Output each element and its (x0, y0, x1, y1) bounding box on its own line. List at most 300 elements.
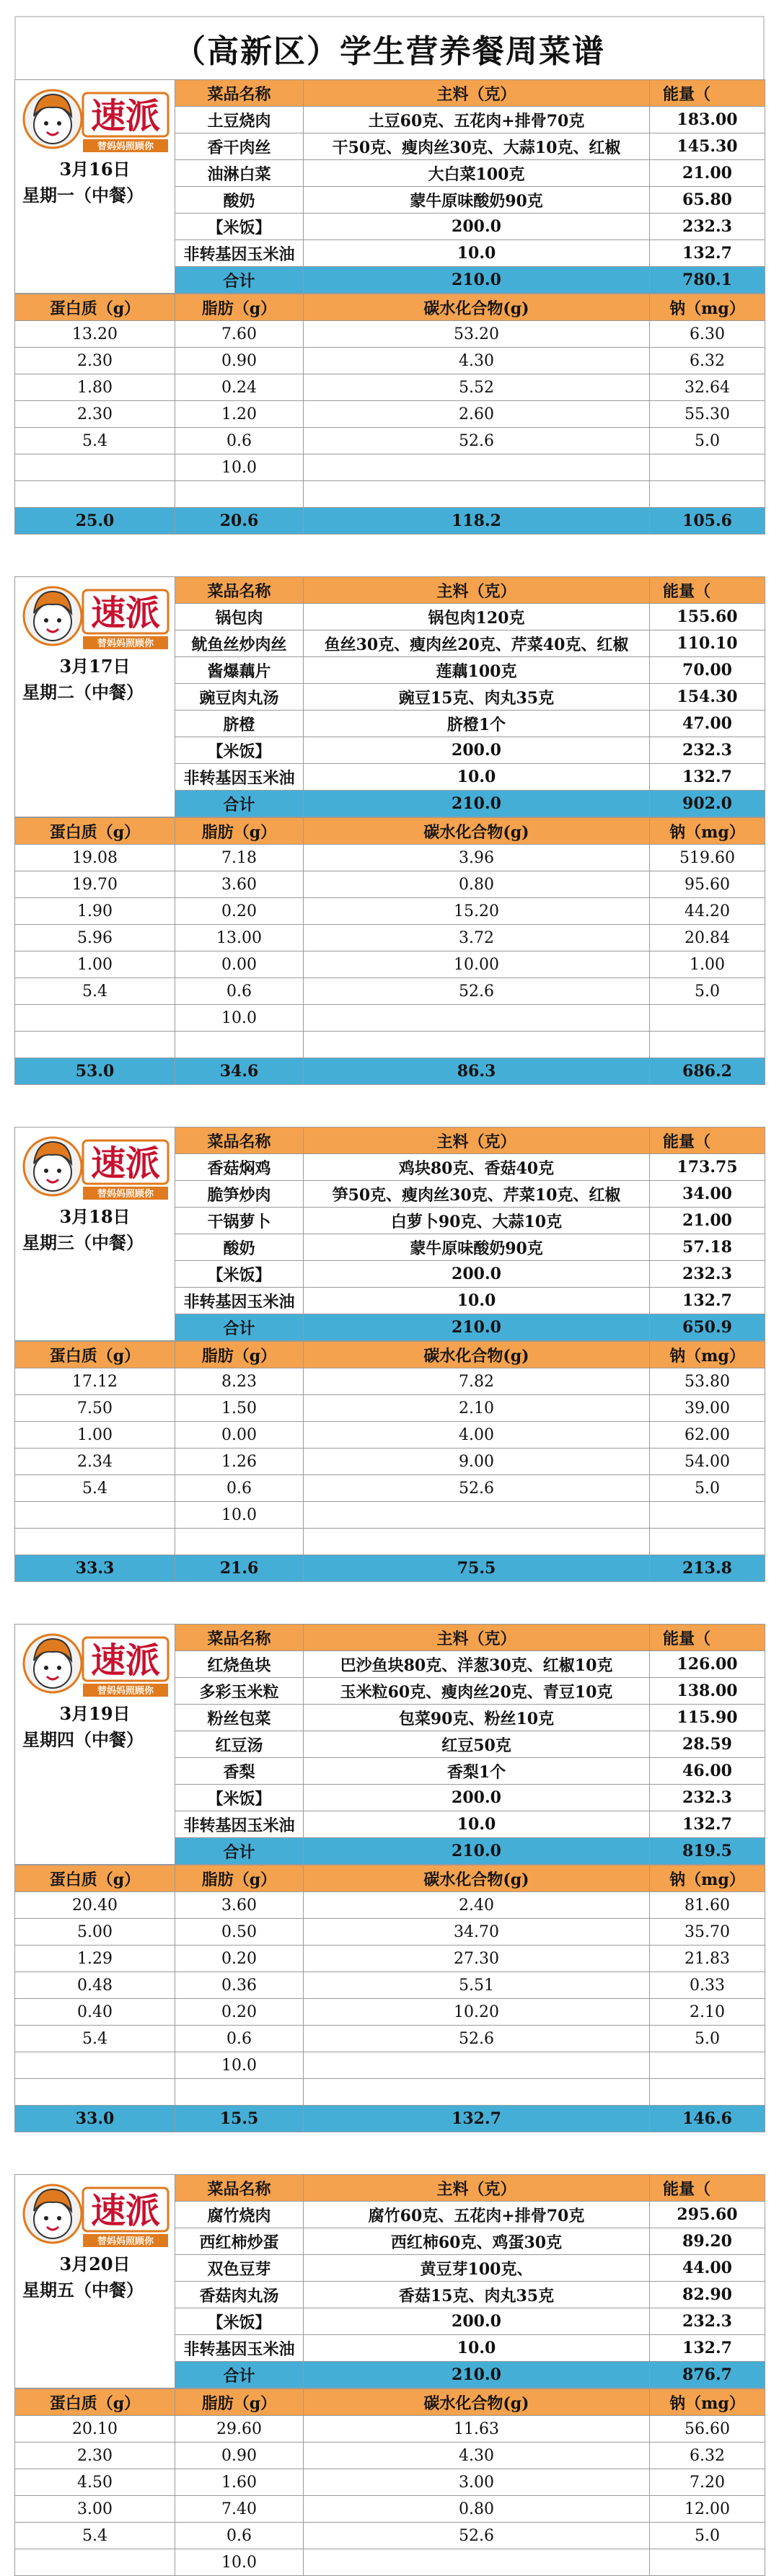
nutrition-cell: 4.50 (15, 2469, 175, 2496)
dish-name: 非转基因玉米油 (175, 764, 304, 791)
svg-text:替妈妈照顾你: 替妈妈照顾你 (97, 1189, 154, 1200)
header-ingredients: 主料（克） (304, 577, 650, 604)
nutrition-cell (15, 2549, 175, 2576)
total-ingredients: 210.0 (304, 791, 650, 817)
menu-table (14, 79, 765, 294)
header-carbs: 碳水化合物(g) (304, 2389, 650, 2416)
nutrition-cell: 5.96 (15, 925, 175, 951)
nutrition-row (15, 1395, 765, 1422)
total-label: 合计 (175, 1838, 304, 1865)
nutrition-cell: 1.90 (15, 898, 175, 925)
menu-date: 3月17日 (59, 656, 131, 677)
day-info-cell (15, 1625, 175, 1865)
nutrition-total-row (15, 1058, 765, 1085)
day-menu-4 (14, 1624, 765, 2132)
nutrition-cell: 4.30 (304, 348, 650, 374)
nutrition-cell: 53.20 (304, 321, 650, 348)
dish-name: 鱿鱼丝炒肉丝 (175, 630, 304, 657)
nutrition-cell (650, 1502, 765, 1529)
section-gap (14, 1582, 765, 1624)
dish-ingredients: 香菇15克、肉丸35克 (304, 2282, 650, 2308)
dish-name: 干锅萝卜 (175, 1208, 304, 1234)
nutrition-row (15, 1972, 765, 1999)
header-sodium: 钠（mg） (650, 294, 765, 321)
nutrition-cell: 0.33 (650, 1972, 765, 1999)
dish-ingredients: 200.0 (304, 2308, 650, 2335)
total-ingredients: 210.0 (304, 1314, 650, 1341)
nutrition-cell: 2.60 (304, 401, 650, 428)
nutrition-cell: 0.6 (175, 978, 304, 1005)
nutrition-total-cell: 686.2 (650, 1058, 765, 1085)
nutrition-table (14, 1341, 765, 1582)
nutrition-total-cell: 15.5 (175, 2106, 304, 2132)
brand-logo (21, 2179, 172, 2248)
header-sodium: 钠（mg） (650, 1342, 765, 1368)
nutrition-row (15, 1005, 765, 1032)
dish-energy: 145.30 (650, 133, 765, 160)
nutrition-row (15, 2523, 765, 2549)
header-protein: 蛋白质（g） (15, 2389, 175, 2416)
nutrition-row (15, 1422, 765, 1449)
nutrition-spacer-row (15, 481, 765, 508)
nutrition-cell: 0.6 (175, 2523, 304, 2549)
nutrition-cell: 62.00 (650, 1422, 765, 1449)
nutrition-cell: 10.00 (304, 951, 650, 978)
day-menu-3 (14, 1127, 765, 1582)
dish-name: 脐橙 (175, 711, 304, 737)
nutrition-total-row (15, 508, 765, 535)
dish-energy: 21.00 (650, 1208, 765, 1234)
dish-name: 锅包肉 (175, 604, 304, 630)
header-energy: 能量（ (650, 80, 765, 107)
total-label: 合计 (175, 2362, 304, 2388)
svg-text:替妈妈照顾你: 替妈妈照顾你 (97, 2236, 154, 2247)
total-energy: 650.9 (650, 1314, 765, 1341)
dish-energy: 232.3 (650, 1785, 765, 1811)
dish-ingredients: 干50克、瘦肉丝30克、大蒜10克、红椒 (304, 133, 650, 160)
nutrition-cell: 1.00 (650, 951, 765, 978)
nutrition-row (15, 2026, 765, 2052)
dish-name: 红烧鱼块 (175, 1651, 304, 1678)
header-fat: 脂肪（g） (175, 294, 304, 321)
nutrition-spacer-row (15, 1529, 765, 1555)
header-ingredients: 主料（克） (304, 1127, 650, 1154)
nutrition-cell: 12.00 (650, 2496, 765, 2523)
menu-date: 3月20日 (59, 2254, 131, 2274)
svg-text:速派: 速派 (90, 593, 161, 633)
dish-energy: 232.3 (650, 737, 765, 764)
menu-table (14, 1624, 765, 1865)
nutrition-row (15, 871, 765, 898)
nutrition-table (14, 294, 765, 535)
nutrition-spacer-row (15, 2079, 765, 2106)
nutrition-cell: 5.4 (15, 2026, 175, 2052)
nutrition-row (15, 1475, 765, 1502)
dish-ingredients: 200.0 (304, 1785, 650, 1811)
header-protein: 蛋白质（g） (15, 1865, 175, 1892)
dish-name: 香干肉丝 (175, 133, 304, 160)
dish-name: 【米饭】 (175, 1261, 304, 1288)
dish-energy: 70.00 (650, 657, 765, 684)
header-dish-name: 菜品名称 (175, 1625, 304, 1651)
header-sodium: 钠（mg） (650, 818, 765, 845)
header-carbs: 碳水化合物(g) (304, 818, 650, 845)
nutrition-row (15, 454, 765, 481)
nutrition-cell: 0.90 (175, 2443, 304, 2469)
dish-ingredients: 黄豆芽100克、 (304, 2255, 650, 2282)
nutrition-cell: 52.6 (304, 978, 650, 1005)
nutrition-cell: 2.10 (650, 1999, 765, 2026)
dish-name: 非转基因玉米油 (175, 1288, 304, 1314)
dish-ingredients: 红豆50克 (304, 1731, 650, 1758)
brand-logo (21, 1132, 172, 1201)
dish-energy: 65.80 (650, 187, 765, 214)
nutrition-cell (304, 2549, 650, 2576)
nutrition-table (14, 817, 765, 1085)
dish-name: 【米饭】 (175, 2308, 304, 2335)
dish-ingredients: 玉米粒60克、瘦肉丝20克、青豆10克 (304, 1678, 650, 1705)
dish-name: 香菇焖鸡 (175, 1154, 304, 1181)
dish-ingredients: 200.0 (304, 214, 650, 240)
nutrition-row (15, 1999, 765, 2026)
day-menu-2 (14, 576, 765, 1085)
dish-energy: 46.00 (650, 1758, 765, 1785)
nutrition-cell: 34.70 (304, 1919, 650, 1946)
nutrition-row (15, 951, 765, 978)
header-dish-name: 菜品名称 (175, 80, 304, 107)
nutrition-cell: 11.63 (304, 2416, 650, 2443)
nutrition-row (15, 2469, 765, 2496)
nutrition-cell (650, 2052, 765, 2079)
nutrition-total-cell: 213.8 (650, 1555, 765, 1582)
menu-weekday: 星期一（中餐） (22, 185, 144, 206)
nutrition-row (15, 845, 765, 871)
nutrition-cell: 29.60 (175, 2416, 304, 2443)
dish-energy: 126.00 (650, 1651, 765, 1678)
dish-ingredients: 10.0 (304, 1288, 650, 1314)
header-fat: 脂肪（g） (175, 1865, 304, 1892)
nutrition-cell: 6.32 (650, 348, 765, 374)
nutrition-total-cell: 33.0 (15, 2106, 175, 2132)
nutrition-cell: 1.80 (15, 374, 175, 401)
menu-table (14, 2174, 765, 2388)
brand-logo (21, 1629, 172, 1698)
nutrition-cell: 2.30 (15, 401, 175, 428)
header-ingredients: 主料（克） (304, 80, 650, 107)
nutrition-total-cell: 21.6 (175, 1555, 304, 1582)
nutrition-cell: 3.72 (304, 925, 650, 951)
nutrition-cell: 20.40 (15, 1892, 175, 1919)
nutrition-row (15, 428, 765, 454)
dish-energy: 57.18 (650, 1234, 765, 1261)
nutrition-cell (304, 2052, 650, 2079)
dish-energy: 232.3 (650, 2308, 765, 2335)
dish-energy: 132.7 (650, 1288, 765, 1314)
nutrition-cell: 21.83 (650, 1946, 765, 1972)
brand-logo (21, 581, 172, 651)
nutrition-cell: 1.26 (175, 1449, 304, 1475)
nutrition-row (15, 374, 765, 401)
nutrition-cell: 0.20 (175, 1946, 304, 1972)
total-label: 合计 (175, 791, 304, 817)
section-gap (14, 1085, 765, 1127)
header-fat: 脂肪（g） (175, 2389, 304, 2416)
nutrition-table (14, 2388, 765, 2576)
nutrition-row (15, 1919, 765, 1946)
nutrition-cell: 5.00 (15, 1919, 175, 1946)
nutrition-row (15, 401, 765, 428)
dish-name: 酸奶 (175, 1234, 304, 1261)
dish-energy: 28.59 (650, 1731, 765, 1758)
header-protein: 蛋白质（g） (15, 294, 175, 321)
nutrition-cell: 13.20 (15, 321, 175, 348)
nutrition-cell: 2.30 (15, 348, 175, 374)
total-ingredients: 210.0 (304, 2362, 650, 2388)
dish-name: 双色豆芽 (175, 2255, 304, 2282)
dish-ingredients: 豌豆15克、肉丸35克 (304, 684, 650, 711)
nutrition-cell: 5.4 (15, 2523, 175, 2549)
day-menu-5 (14, 2174, 765, 2576)
nutrition-cell: 1.20 (175, 401, 304, 428)
header-ingredients: 主料（克） (304, 2175, 650, 2202)
nutrition-row (15, 1449, 765, 1475)
dish-ingredients: 笋50克、瘦肉丝30克、芹菜10克、红椒 (304, 1181, 650, 1208)
svg-text:速派: 速派 (90, 96, 161, 136)
dish-ingredients: 白萝卜90克、大蒜10克 (304, 1208, 650, 1234)
dish-energy: 21.00 (650, 160, 765, 187)
nutrition-cell: 52.6 (304, 2523, 650, 2549)
nutrition-cell: 5.0 (650, 428, 765, 454)
svg-text:速派: 速派 (90, 1143, 161, 1184)
nutrition-cell: 5.4 (15, 1475, 175, 1502)
nutrition-cell (15, 1005, 175, 1032)
dish-ingredients: 200.0 (304, 737, 650, 764)
header-energy: 能量（ (650, 2175, 765, 2202)
nutrition-cell: 5.0 (650, 2523, 765, 2549)
nutrition-cell: 1.00 (15, 951, 175, 978)
nutrition-cell: 3.00 (15, 2496, 175, 2523)
header-protein: 蛋白质（g） (15, 1342, 175, 1368)
dish-name: 【米饭】 (175, 737, 304, 764)
header-dish-name: 菜品名称 (175, 2175, 304, 2202)
nutrition-cell: 6.30 (650, 321, 765, 348)
header-dish-name: 菜品名称 (175, 1127, 304, 1154)
header-sodium: 钠（mg） (650, 1865, 765, 1892)
header-ingredients: 主料（克） (304, 1625, 650, 1651)
nutrition-total-cell: 146.6 (650, 2106, 765, 2132)
dish-energy: 154.30 (650, 684, 765, 711)
dish-name: 酸奶 (175, 187, 304, 214)
nutrition-cell: 52.6 (304, 428, 650, 454)
nutrition-cell: 0.40 (15, 1999, 175, 2026)
nutrition-cell: 20.84 (650, 925, 765, 951)
nutrition-cell: 10.20 (304, 1999, 650, 2026)
header-sodium: 钠（mg） (650, 2389, 765, 2416)
dish-name: 豌豆肉丸汤 (175, 684, 304, 711)
nutrition-cell: 0.48 (15, 1972, 175, 1999)
dish-energy: 132.7 (650, 1811, 765, 1838)
nutrition-cell: 2.30 (15, 2443, 175, 2469)
nutrition-total-cell: 105.6 (650, 508, 765, 535)
nutrition-row (15, 1946, 765, 1972)
header-carbs: 碳水化合物(g) (304, 1342, 650, 1368)
nutrition-row (15, 898, 765, 925)
nutrition-cell: 8.23 (175, 1368, 304, 1395)
nutrition-cell: 0.90 (175, 348, 304, 374)
dish-energy: 110.10 (650, 630, 765, 657)
nutrition-cell: 0.80 (304, 2496, 650, 2523)
nutrition-cell: 0.80 (304, 871, 650, 898)
nutrition-cell: 44.20 (650, 898, 765, 925)
menu-date: 3月19日 (59, 1703, 131, 1724)
nutrition-cell: 13.00 (175, 925, 304, 951)
header-energy: 能量（ (650, 577, 765, 604)
dish-name: 腐竹烧肉 (175, 2202, 304, 2228)
nutrition-cell (650, 1005, 765, 1032)
dish-ingredients: 鱼丝30克、瘦肉丝20克、芹菜40克、红椒 (304, 630, 650, 657)
nutrition-row (15, 348, 765, 374)
nutrition-cell: 27.30 (304, 1946, 650, 1972)
dish-energy: 132.7 (650, 2335, 765, 2362)
nutrition-cell: 52.6 (304, 2026, 650, 2052)
nutrition-total-cell: 118.2 (304, 508, 650, 535)
dish-ingredients: 200.0 (304, 1261, 650, 1288)
dish-energy: 232.3 (650, 214, 765, 240)
nutrition-cell: 35.70 (650, 1919, 765, 1946)
nutrition-cell: 1.50 (175, 1395, 304, 1422)
total-energy: 819.5 (650, 1838, 765, 1865)
weekly-menu (14, 79, 765, 2576)
day-info-cell (15, 80, 175, 294)
header-fat: 脂肪（g） (175, 1342, 304, 1368)
menu-weekday: 星期二（中餐） (22, 682, 144, 703)
dish-ingredients: 脐橙1个 (304, 711, 650, 737)
total-energy: 876.7 (650, 2362, 765, 2388)
nutrition-row (15, 2496, 765, 2523)
day-info-cell (15, 1127, 175, 1341)
nutrition-cell: 19.70 (15, 871, 175, 898)
nutrition-cell: 95.60 (650, 871, 765, 898)
nutrition-cell: 56.60 (650, 2416, 765, 2443)
nutrition-row (15, 1502, 765, 1529)
day-menu-1 (14, 79, 765, 535)
nutrition-row (15, 2549, 765, 2576)
dish-energy: 82.90 (650, 2282, 765, 2308)
dish-name: 土豆烧肉 (175, 107, 304, 133)
dish-energy: 138.00 (650, 1678, 765, 1705)
nutrition-cell: 1.00 (15, 1422, 175, 1449)
dish-ingredients: 10.0 (304, 2335, 650, 2362)
dish-energy: 115.90 (650, 1705, 765, 1731)
dish-energy: 173.75 (650, 1154, 765, 1181)
dish-name: 油淋白菜 (175, 160, 304, 187)
total-energy: 780.1 (650, 267, 765, 294)
dish-energy: 132.7 (650, 240, 765, 267)
nutrition-total-cell: 25.0 (15, 508, 175, 535)
nutrition-cell: 5.52 (304, 374, 650, 401)
total-ingredients: 210.0 (304, 267, 650, 294)
nutrition-row (15, 2443, 765, 2469)
header-carbs: 碳水化合物(g) (304, 294, 650, 321)
nutrition-cell (15, 2052, 175, 2079)
nutrition-cell: 10.0 (175, 454, 304, 481)
dish-name: 西红柿炒蛋 (175, 2228, 304, 2255)
header-fat: 脂肪（g） (175, 818, 304, 845)
dish-ingredients: 包菜90克、粉丝10克 (304, 1705, 650, 1731)
nutrition-row (15, 2052, 765, 2079)
dish-name: 红豆汤 (175, 1731, 304, 1758)
nutrition-cell (15, 454, 175, 481)
nutrition-cell (304, 1502, 650, 1529)
dish-name: 香梨 (175, 1758, 304, 1785)
nutrition-total-cell: 20.6 (175, 508, 304, 535)
dish-ingredients: 锅包肉120克 (304, 604, 650, 630)
nutrition-cell: 7.40 (175, 2496, 304, 2523)
nutrition-cell: 0.6 (175, 1475, 304, 1502)
nutrition-cell: 2.40 (304, 1892, 650, 1919)
nutrition-cell: 5.0 (650, 2026, 765, 2052)
nutrition-cell: 7.20 (650, 2469, 765, 2496)
nutrition-cell: 17.12 (15, 1368, 175, 1395)
dish-name: 酱爆藕片 (175, 657, 304, 684)
nutrition-row (15, 2416, 765, 2443)
svg-text:替妈妈照顾你: 替妈妈照顾你 (97, 1686, 154, 1697)
nutrition-cell: 7.18 (175, 845, 304, 871)
nutrition-cell: 52.6 (304, 1475, 650, 1502)
nutrition-cell: 0.6 (175, 428, 304, 454)
nutrition-table (14, 1865, 765, 2132)
nutrition-cell: 81.60 (650, 1892, 765, 1919)
dish-energy: 89.20 (650, 2228, 765, 2255)
nutrition-row (15, 925, 765, 951)
nutrition-cell: 5.4 (15, 978, 175, 1005)
nutrition-cell: 10.0 (175, 1005, 304, 1032)
nutrition-total-cell: 86.3 (304, 1058, 650, 1085)
nutrition-cell: 0.00 (175, 1422, 304, 1449)
nutrition-row (15, 978, 765, 1005)
dish-name: 脆笋炒肉 (175, 1181, 304, 1208)
menu-date: 3月18日 (59, 1206, 131, 1227)
nutrition-row (15, 1892, 765, 1919)
nutrition-cell: 1.29 (15, 1946, 175, 1972)
header-protein: 蛋白质（g） (15, 818, 175, 845)
brand-logo (21, 84, 172, 154)
nutrition-cell (304, 1005, 650, 1032)
nutrition-cell: 20.10 (15, 2416, 175, 2443)
nutrition-cell: 3.00 (304, 2469, 650, 2496)
nutrition-cell: 19.08 (15, 845, 175, 871)
nutrition-cell: 32.64 (650, 374, 765, 401)
menu-date: 3月16日 (59, 159, 131, 180)
nutrition-row (15, 321, 765, 348)
nutrition-cell: 1.60 (175, 2469, 304, 2496)
dish-ingredients: 10.0 (304, 764, 650, 791)
menu-table (14, 1127, 765, 1341)
nutrition-total-cell: 75.5 (304, 1555, 650, 1582)
nutrition-cell: 5.0 (650, 978, 765, 1005)
dish-ingredients: 巴沙鱼块80克、洋葱30克、红椒10克 (304, 1651, 650, 1678)
nutrition-total-cell: 53.0 (15, 1058, 175, 1085)
total-label: 合计 (175, 1314, 304, 1341)
total-ingredients: 210.0 (304, 1838, 650, 1865)
nutrition-cell: 9.00 (304, 1449, 650, 1475)
total-label: 合计 (175, 267, 304, 294)
dish-energy: 132.7 (650, 764, 765, 791)
dish-ingredients: 鸡块80克、香菇40克 (304, 1154, 650, 1181)
nutrition-cell: 0.20 (175, 898, 304, 925)
nutrition-cell: 10.0 (175, 2549, 304, 2576)
day-info-cell (15, 2175, 175, 2388)
